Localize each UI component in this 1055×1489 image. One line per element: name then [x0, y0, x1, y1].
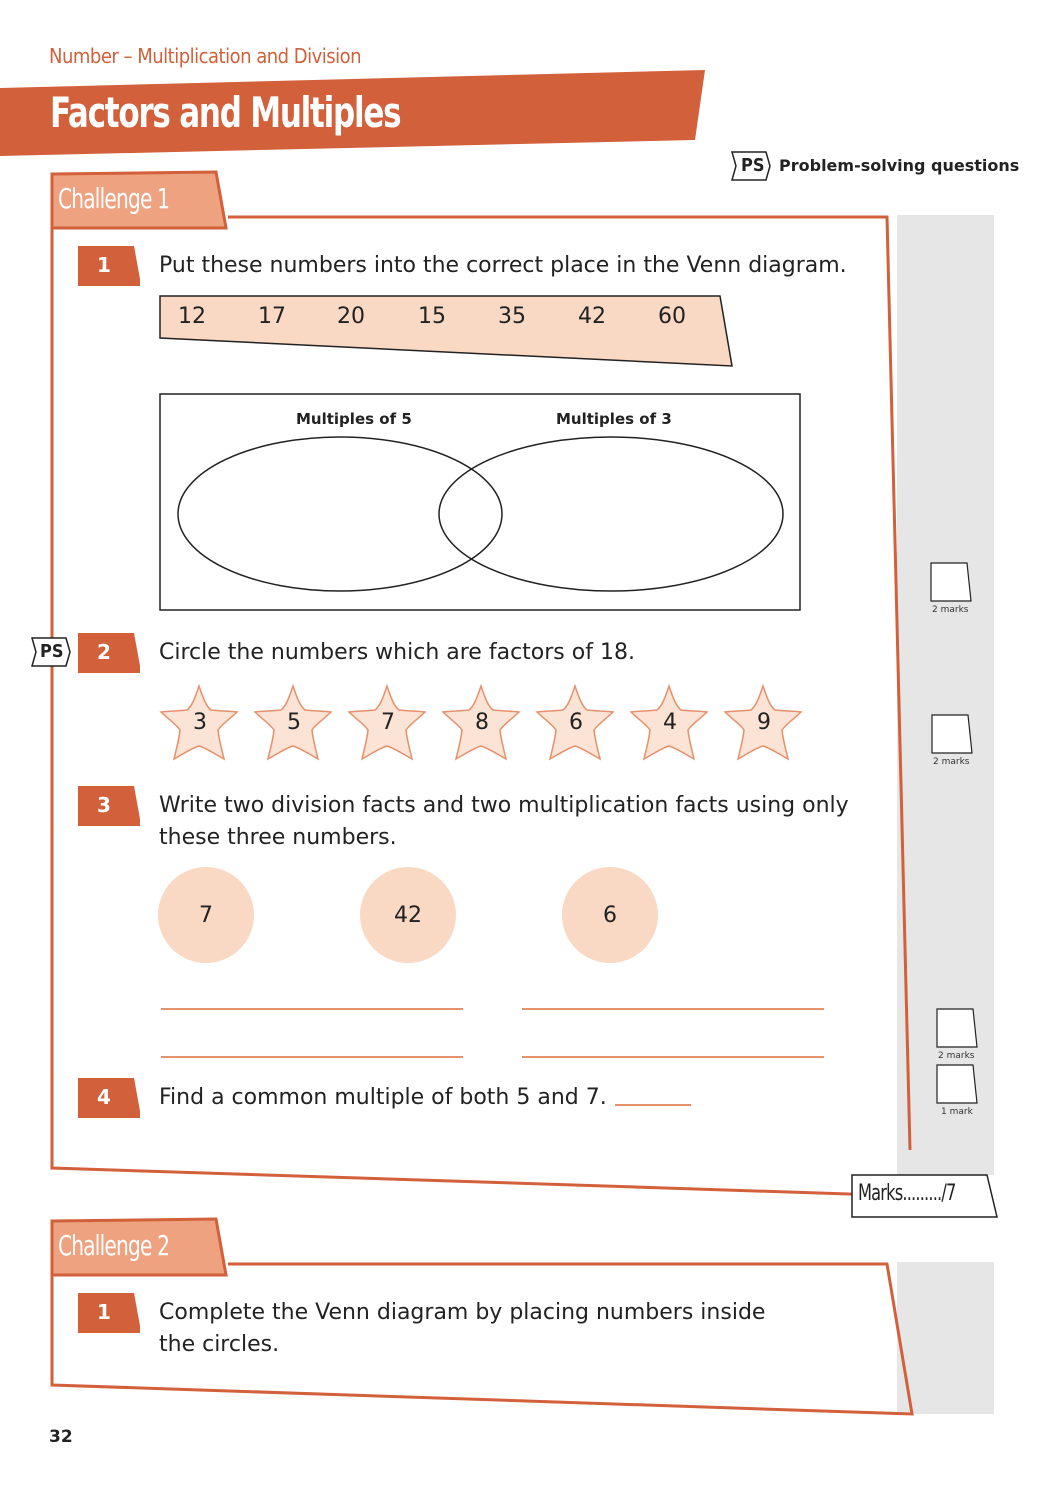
- number-circle: 7: [158, 867, 254, 963]
- star-number: 7: [381, 710, 395, 735]
- q2-marks-label: 2 marks: [933, 757, 970, 767]
- star-option[interactable]: [535, 684, 617, 764]
- strip-number: 17: [258, 304, 286, 329]
- unit-subtitle: Number – Multiplication and Division: [49, 44, 362, 68]
- c2-q1-number: 1: [97, 1300, 111, 1324]
- legend-text: Problem-solving questions: [779, 156, 1020, 175]
- strip-number: 20: [337, 304, 365, 329]
- q3-text-line2: these three numbers.: [159, 825, 397, 850]
- strip-number: 42: [578, 304, 606, 329]
- q1-marks-box[interactable]: [929, 561, 975, 605]
- answer-line[interactable]: [522, 1056, 824, 1058]
- star-number: 6: [569, 710, 583, 735]
- strip-number: 60: [658, 304, 686, 329]
- star-number: 5: [287, 710, 301, 735]
- star-number: 3: [193, 710, 207, 735]
- q4-marks-box[interactable]: [935, 1063, 981, 1107]
- star-number: 9: [757, 710, 771, 735]
- q3-number: 3: [97, 793, 111, 817]
- page-number: 32: [49, 1427, 73, 1447]
- q2-number: 2: [97, 640, 111, 664]
- star-number: 4: [663, 710, 677, 735]
- star-option[interactable]: [441, 684, 523, 764]
- q1-number: 1: [97, 253, 111, 277]
- number-circle: 6: [562, 867, 658, 963]
- star-option[interactable]: [629, 684, 711, 764]
- challenge2-tab: Challenge 2: [58, 1229, 170, 1262]
- venn-label-left: Multiples of 5: [296, 410, 412, 428]
- q3-text-line1: Write two division facts and two multiplication facts using only: [159, 793, 849, 818]
- strip-number: 35: [498, 304, 526, 329]
- number-circle: 42: [360, 867, 456, 963]
- q4-answer-line[interactable]: [615, 1104, 691, 1106]
- q2-text: Circle the numbers which are factors of 18.: [159, 640, 635, 665]
- star-option[interactable]: [723, 684, 805, 764]
- answer-line[interactable]: [161, 1056, 463, 1058]
- q2-ps-badge: PS: [40, 641, 64, 662]
- answer-line[interactable]: [522, 1008, 824, 1010]
- q3-marks-box[interactable]: [935, 1007, 981, 1051]
- q4-marks-label: 1 mark: [941, 1107, 973, 1117]
- venn-label-right: Multiples of 3: [556, 410, 672, 428]
- strip-number: 12: [178, 304, 206, 329]
- page-title: Factors and Multiples: [50, 88, 401, 137]
- q1-marks-label: 2 marks: [932, 605, 969, 615]
- q3-marks-label: 2 marks: [938, 1051, 975, 1061]
- marks-total: Marks........./7: [858, 1181, 956, 1206]
- answer-line[interactable]: [161, 1008, 463, 1010]
- venn-diagram[interactable]: [159, 393, 803, 613]
- q4-number: 4: [97, 1085, 111, 1109]
- q1-text: Put these numbers into the correct place in the Venn diagram.: [159, 253, 847, 278]
- star-number: 8: [475, 710, 489, 735]
- challenge1-tab: Challenge 1: [58, 182, 170, 215]
- q4-text: Find a common multiple of both 5 and 7.: [159, 1085, 607, 1110]
- q2-marks-box[interactable]: [930, 713, 976, 757]
- strip-number: 15: [418, 304, 446, 329]
- q1-number-strip: [158, 294, 736, 370]
- star-option[interactable]: [253, 684, 335, 764]
- c2-q1-text-line2: the circles.: [159, 1332, 280, 1357]
- star-option[interactable]: [347, 684, 429, 764]
- c2-q1-text-line1: Complete the Venn diagram by placing numbers inside: [159, 1300, 766, 1325]
- ps-legend-badge: PS: [741, 155, 765, 176]
- star-option[interactable]: [159, 684, 241, 764]
